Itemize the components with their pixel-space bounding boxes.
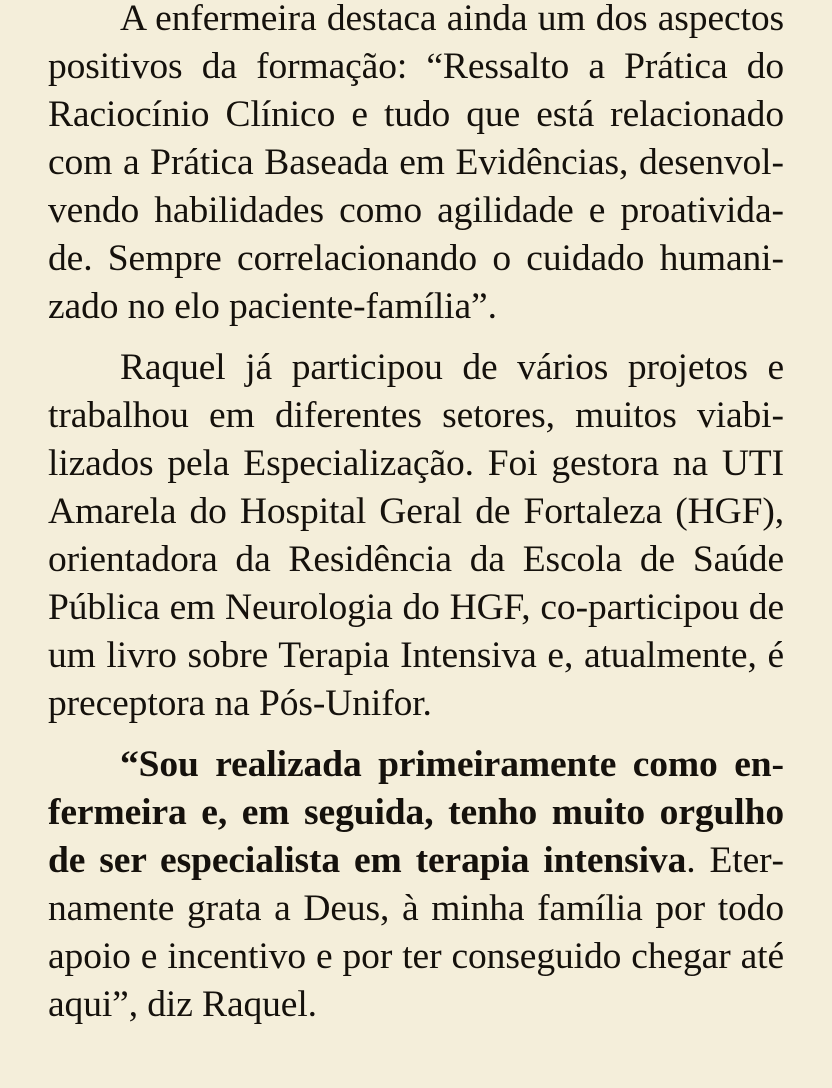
paragraph-depoimento-regular-run: . Eternamente grata a Deus, à minha família por todo apoio e incentivo e por ter conseguido chegar até aqui”, diz Raquel. xyxy=(48,840,785,1025)
paragraph-trajetoria-raquel: Raquel já participou de vários projetos e trabalhou em diferentes setores, muitos viabilizados pela Especialização. Foi gestora na UTI Amarela do Hospital Geral de Fortaleza (HGF), orientadora da Residência da Escola de Saúde Pública em Neurologia do HGF, co-participou de um livro sobre Terapia Intensiva e, atualmente, é preceptora na Pós-Unifor. xyxy=(48,347,784,724)
paragraph-aspectos-positivos: A enfermeira destaca ainda um dos aspectos positivos da formação: “Ressalto a Prática do Raciocínio Clínico e tudo que está relacionado com a Prática Baseada em Evidências, desenvolvendo habilidades como agilidade e proatividade. Sempre correlacionando o cuidado humanizado no elo paciente-família”. xyxy=(48,0,784,327)
paragraph-depoimento-bold-run: “Sou realizada primeiramente como enfermeira e, em seguida, tenho muito orgulho de ser especialista em terapia intensiva xyxy=(48,744,784,881)
article-body xyxy=(48,0,784,1029)
paragraph-depoimento-final xyxy=(48,741,784,1029)
